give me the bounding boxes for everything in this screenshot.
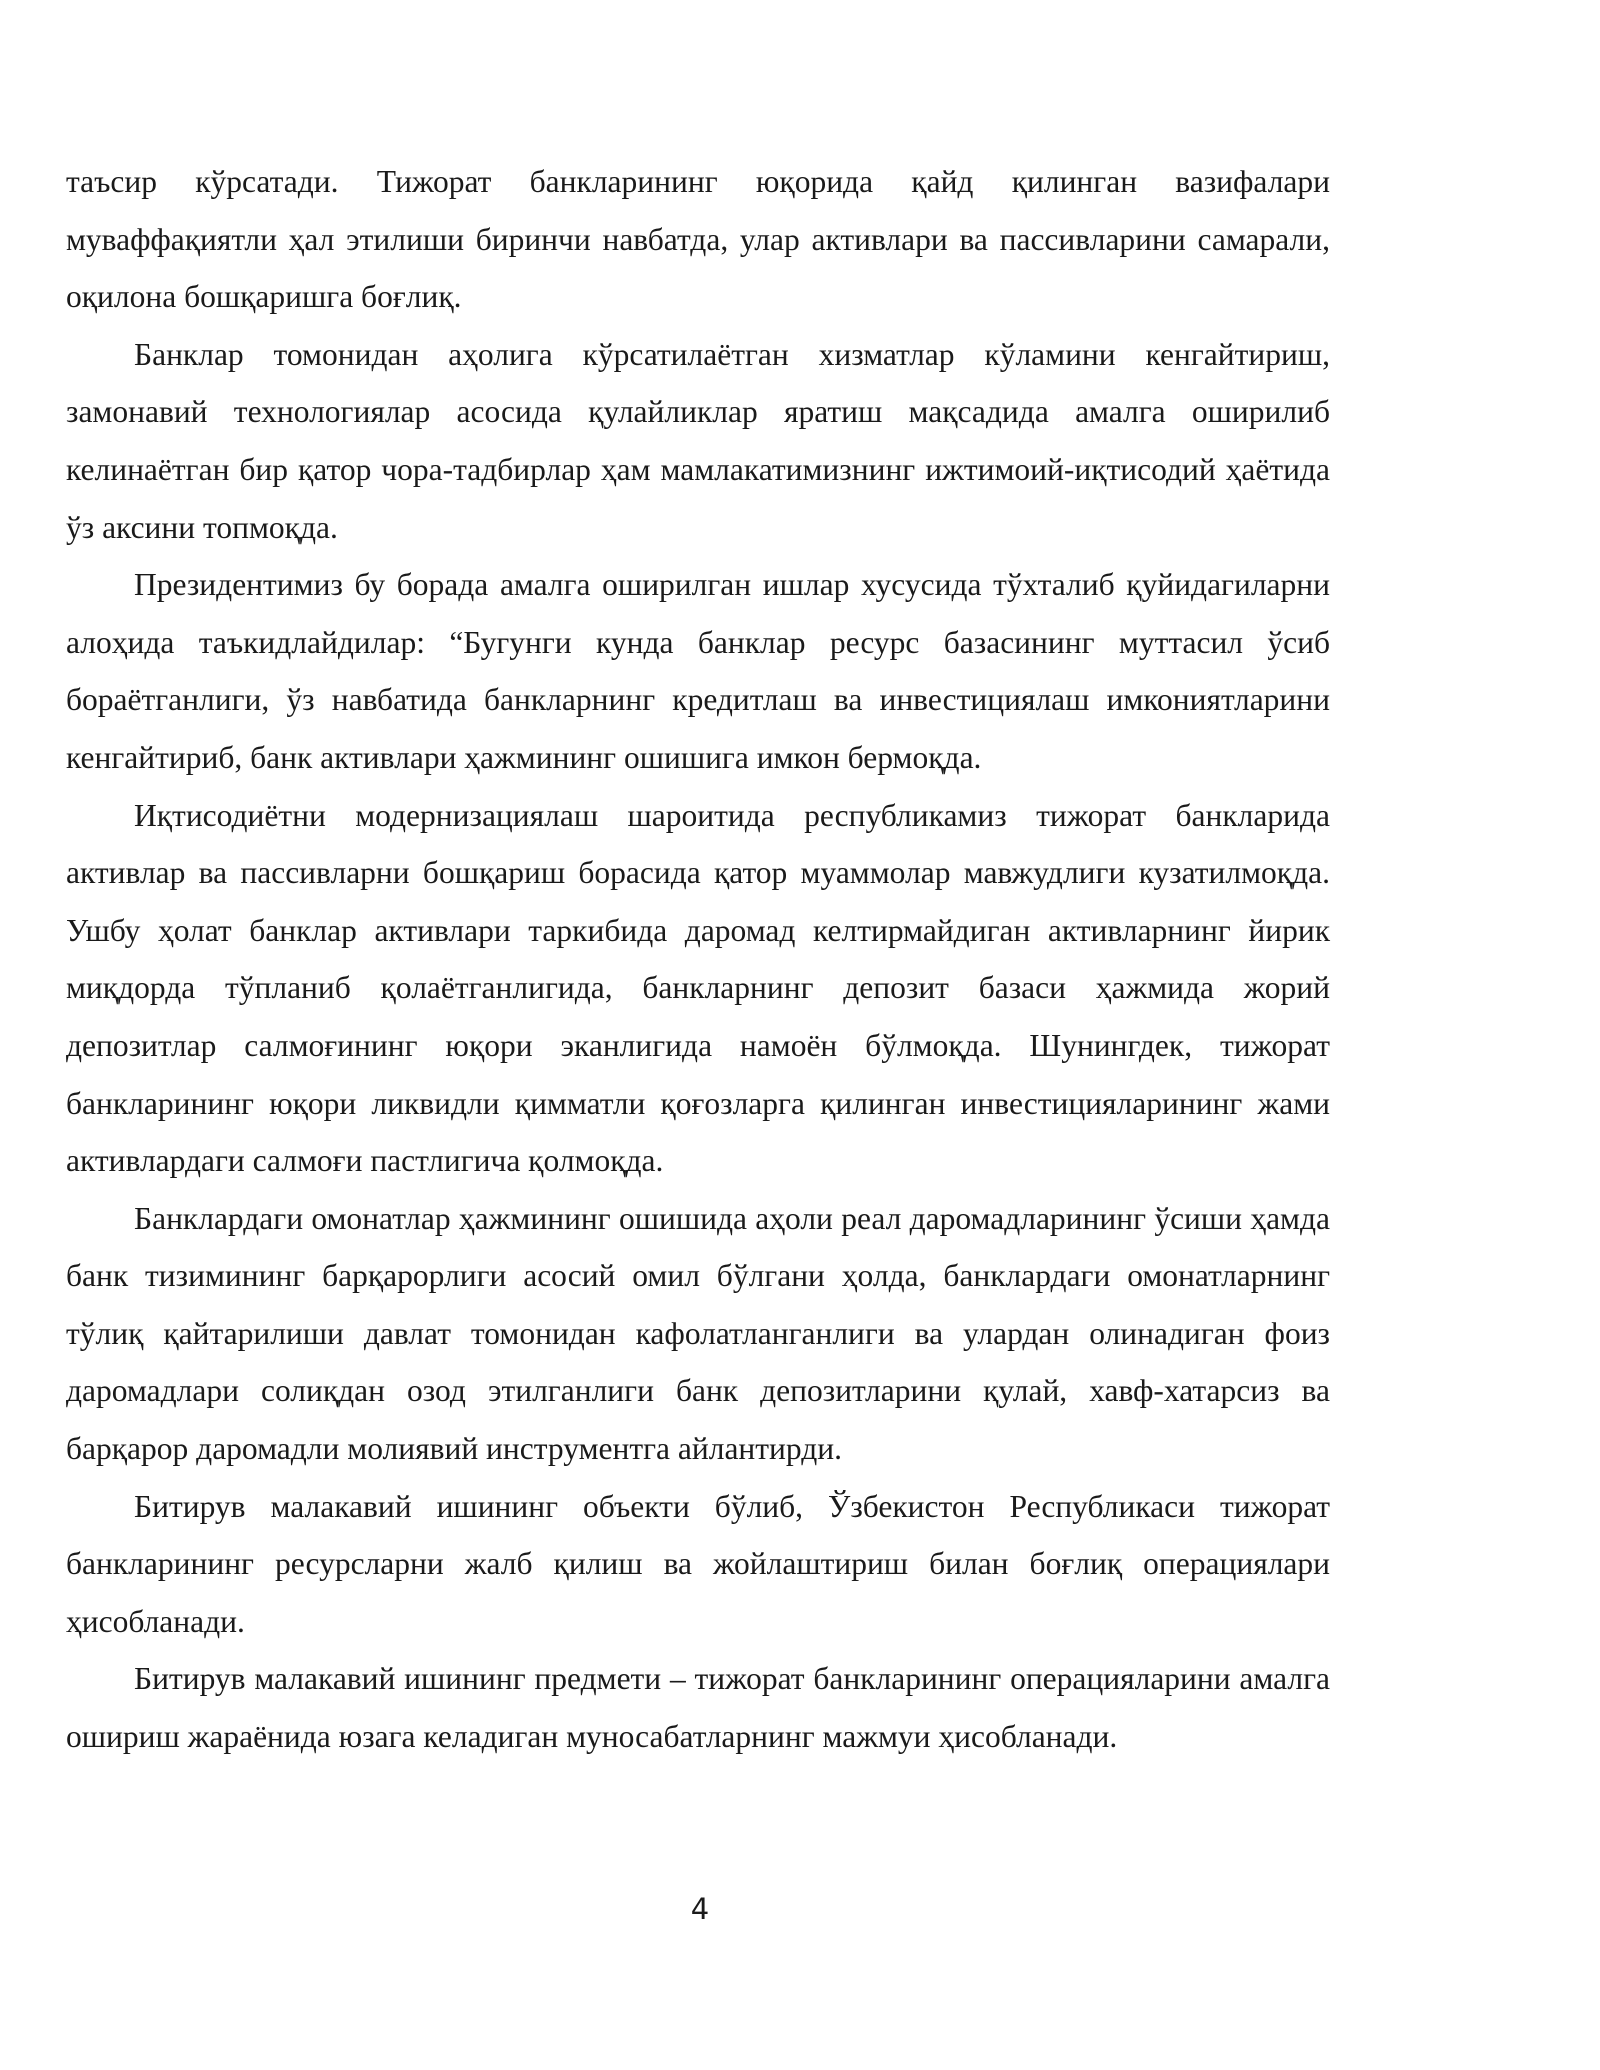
paragraph-continuation: таъсир кўрсатади. Тижорат банкларининг юқорида қайд қилинган вазифалари муваффақиятли ҳал этилиши биринчи навбатда, улар активлари ва пассивларини самарали, оқилона бошқаришга боғлиқ. xyxy=(66,164,1330,315)
paragraph-thesis-object: Битирув малакавий ишининг объекти бўлиб, Ўзбекистон Республикаси тижорат банкларининг ресурсларни жалб қилиш ва жойлаштириш билан боғлиқ операциялари ҳисобланади. xyxy=(66,1488,1330,1639)
paragraph-bank-services: Банклар томонидан аҳолига кўрсатилаётган хизматлар кўламини кенгайтириш, замонавий технологиялар асосида қулайликлар яратиш мақсадида амалга оширилиб келинаётган бир қатор чора-тадбирлар ҳам мамлакатимизнинг ижтимоий-иқтисодий ҳаётида ўз аксини топмоқда. xyxy=(66,336,1330,545)
paragraph-thesis-subject: Битирув малакавий ишининг предмети – тижорат банкларининг операцияларини амалга ошириш жараёнида юзага келадиган муносабатларнинг мажмуи ҳисобланади. xyxy=(66,1661,1330,1755)
paragraph-modernization: Иқтисодиётни модернизациялаш шароитида республикамиз тижорат банкларида активлар ва пассивларни бошқариш борасида қатор муаммолар мавжудлиги кузатилмоқда. Ушбу ҳолат банклар активлари таркибида даромад келтирмайдиган активларнинг йирик миқдорда тўпланиб қолаётганлигида, банкларнинг депозит базаси ҳажмида жорий депозитлар салмоғининг юқори эканлигида намоён бўлмоқда. Шунингдек, тижорат банкларининг юқори ликвидли қимматли қоғозларга қилинган инвестицияларининг жами активлардаги салмоғи пастлигича қолмоқда. xyxy=(66,797,1330,1179)
body-text xyxy=(66,153,1330,1766)
paragraph-deposits: Банклардаги омонатлар ҳажмининг ошишида аҳоли реал даромадларининг ўсиши ҳамда банк тизимининг барқарорлиги асосий омил бўлгани ҳолда, банклардаги омонатларнинг тўлиқ қайтарилиши давлат томонидан кафолатланганлиги ва улардан олинадиган фоиз даромадлари солиқдан озод этилганлиги банк депозитларини қулай, хавф-хатарсиз ва барқарор даромадли молиявий инструментга айлантирди. xyxy=(66,1200,1330,1467)
page-number: 4 xyxy=(690,1892,710,1926)
paragraph-president-quote: Президентимиз бу борада амалга оширилган ишлар хусусида тўхталиб қуйидагиларни алоҳида таъкидлайдилар: “Бугунги кунда банклар ресурс базасининг муттасил ўсиб бораётганлиги, ўз навбатида банкларнинг кредитлаш ва инвестициялаш имкониятларини кенгайтириб, банк активлари ҳажмининг ошишига имкон бермоқда. xyxy=(66,567,1330,775)
